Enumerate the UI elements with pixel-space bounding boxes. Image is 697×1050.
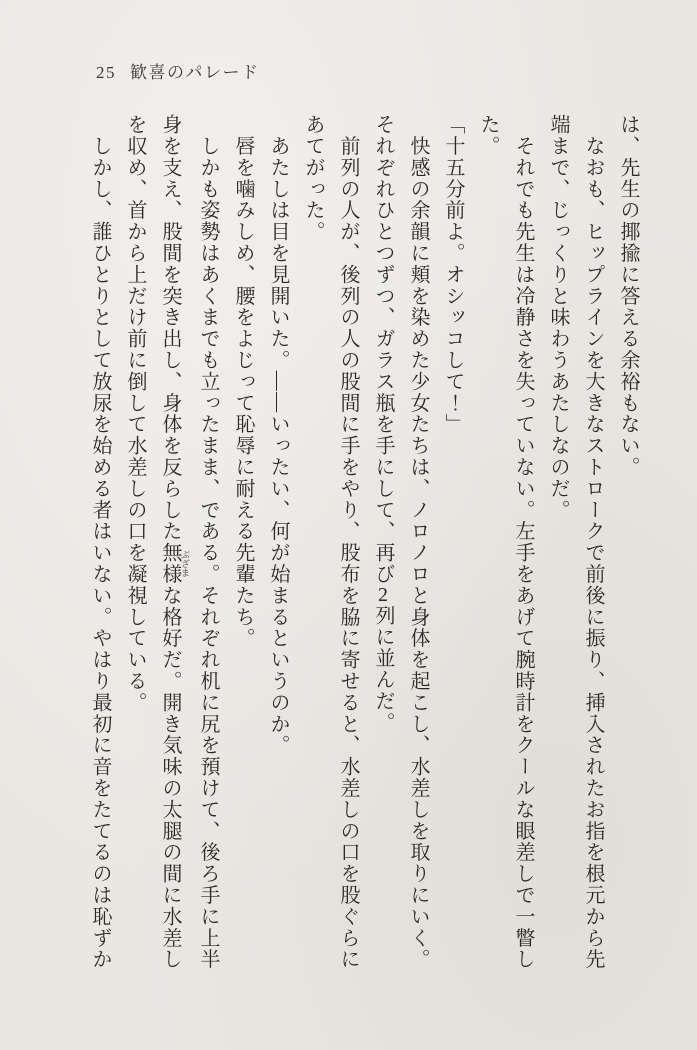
line-segment: それぞれひとつずつ、ガラス瓶を手にして、再び [372, 114, 394, 585]
body-text [82, 114, 645, 1008]
text-line: 前列の人が、後列の人の股間に手をやり、股布を脇に寄せると、水差しの口を股ぐらに [337, 114, 359, 970]
text-line: た。 [477, 114, 499, 157]
ruby-base: 無様 [159, 542, 181, 585]
text-line: は、先生の揶揄に答える余裕もない。 [617, 114, 639, 478]
text-line: なおも、ヒップラインを大きなストロークで前後に振り、挿入されたお指を根元から先 [582, 114, 604, 970]
line-segment: 身を支え、股間を突き出し、身体を反らした [159, 114, 181, 542]
ruby-text: ぶざま [180, 542, 190, 585]
text-line: 端まで、じっくりと味わうあたしなのだ。 [547, 114, 569, 521]
page-number: 25 [96, 63, 116, 82]
text-line: 唇を噛みしめ、腰をよじって恥辱に耐える先輩たち。 [232, 114, 254, 649]
text-line: 「十五分前よ。オシッコして！」 [442, 114, 464, 435]
chapter-title: 歓喜のパレード [130, 63, 260, 82]
tatechuyoko-digit: 2 [378, 584, 388, 605]
running-head [96, 58, 260, 83]
text-line [365, 114, 400, 1008]
text-line: それでも先生は冷静さを失っていない。左手をあげて腕時計をクールな眼差しで一瞥し [512, 114, 534, 970]
text-line [152, 114, 190, 1008]
text-line: 快感の余韻に頬を染めた少女たちは、ノロノロと身体を起こし、水差しを取りにいく。 [407, 114, 429, 970]
ruby-annotation [159, 542, 190, 585]
line-segment: な格好だ。開き気味の太腿の間に水差し [159, 584, 181, 971]
text-line: あたしは目を見開いた。――いったい、何が始まるというのか。 [267, 114, 289, 756]
line-segment: 列に並んだ。 [372, 604, 394, 734]
text-line: を収め、首から上だけ前に倒して水差しの口を凝視している。 [124, 114, 146, 714]
text-line: あてがった。 [302, 114, 324, 243]
text-line: しかも姿勢はあくまでも立ったまま、である。それぞれ机に尻を預けて、後ろ手に上半 [197, 114, 219, 970]
text-line: しかし、誰ひとりとして放尿を始める者はいない。やはり最初に音をたてるのは恥ずか [89, 114, 111, 970]
